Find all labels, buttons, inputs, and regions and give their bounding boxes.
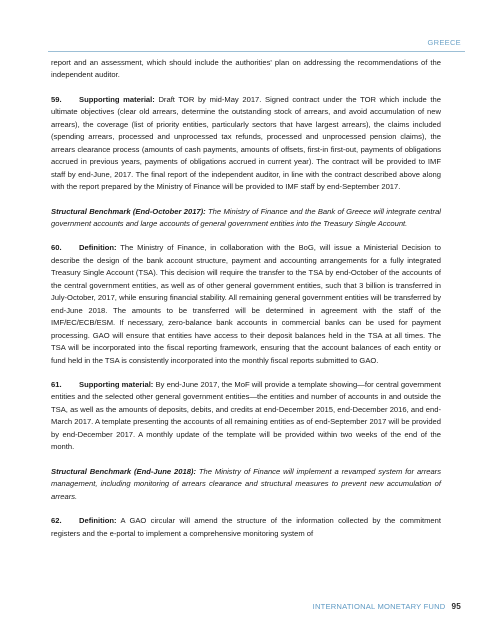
paragraph-text: report and an assessment, which should include the authorities' plan on addressing the recommendations of the independent auditor. <box>51 58 441 80</box>
page-number: 95 <box>451 602 461 611</box>
paragraph-number: 60. <box>51 243 62 253</box>
paragraph-60 <box>51 242 441 367</box>
paragraph-number: 61. <box>51 379 62 389</box>
paragraph-title: Definition: <box>79 516 117 526</box>
paragraph-number: 59. <box>51 94 62 104</box>
paragraph-text: Draft TOR by mid-May 2017. Signed contract under the TOR which include the ultimate objectives (clear old arrears, determine the outstanding stock of arrears, and avoid accumulation of new arrears), the coverage (list of priority entities, particularly sectors that have largest arrears), the claims included (spending arrears, processed and unprocessed tax refunds, processed and unprocessed pension claims), the arrears clearance process (amounts of cash payments, amounts of offsets, first-in first-out, payments of obligations accrued in previous years, payments of obligations accrued in current year). The contract will be provided to IMF staff by end-June, 2017. The final report of the independent auditor, in line with the contract described above along with the report prepared by the Ministry of Finance will be provided to IMF staff by end-September 2017. <box>51 94 441 192</box>
paragraph-number: 62. <box>51 516 62 526</box>
page-footer <box>313 602 461 611</box>
paragraph-title: Supporting material: <box>79 379 154 389</box>
paragraph-text: A GAO circular will amend the structure of the information collected by the commitment registers and the e-portal to implement a comprehensive monitoring system of <box>51 516 441 538</box>
paragraph-61 <box>51 379 441 454</box>
document-body <box>51 57 441 552</box>
benchmark-text: The Ministry of Finance will implement a revamped system for arrears management, including monitoring of arrears clearance and structural measures to prevent new accumulation of arrears. <box>51 466 441 501</box>
paragraph-text: The Ministry of Finance, in collaboration with the BoG, will issue a Ministerial Decision to describe the design of the bank account structure, payment and accounting arrangements for a fully integrated Treasury Single Account (TSA). This decision will require the transfer to the TSA by end-October of the accounts of the central government entities, as well as of other general government entities, such that 3 billion is transferred in July-October, 2017, while ensuring financial stability. All remaining general government entities will be transferred by end-June 2018. The amounts to be transferred will be determined in agreement with the staff of the IMF/EC/ECB/ESM. If necessary, zero-balance bank accounts in commercial banks can be used for payment processing. GAO will ensure that entities have access to their deposit balances held in the TSA at all times. The TSA will be incorporated into the fiscal reporting framework, ensuring that the account balances of each entity or fund held in the TSA is consistently incorporated into the monthly fiscal reports submitted to GAO. <box>51 243 441 365</box>
benchmark-text: The Ministry of Finance and the Bank of Greece will integrate central government accounts and large accounts of general government entities into the Treasury Single Account. <box>51 206 441 228</box>
paragraph-62 <box>51 515 441 540</box>
benchmark-label: Structural Benchmark (End-June 2018): <box>51 466 196 476</box>
footer-organization: INTERNATIONAL MONETARY FUND <box>312 602 446 611</box>
structural-benchmark-oct-2017 <box>51 206 441 231</box>
paragraph-59 <box>51 94 441 194</box>
section-header: GREECE <box>427 38 461 47</box>
paragraph-title: Definition: <box>79 243 117 253</box>
continuation-paragraph <box>51 57 441 82</box>
structural-benchmark-jun-2018 <box>51 466 441 503</box>
paragraph-text: By end-June 2017, the MoF will provide a template showing—for central government entities and the selected other general government entities—the entities and number of accounts in and outside the TSA, as well as the amounts of deposits, debits, and credits at end-December 2015, end-December 2016, and end-March 2017. A template presenting the accounts of all remaining entities as of end-September 2017 will be provided by end-December 2017. A monthly update of the template will be provided within two weeks of the end of the month. <box>51 379 441 452</box>
paragraph-title: Supporting material: <box>79 94 155 104</box>
benchmark-label: Structural Benchmark (End-October 2017): <box>51 206 206 216</box>
header-divider <box>48 51 465 52</box>
